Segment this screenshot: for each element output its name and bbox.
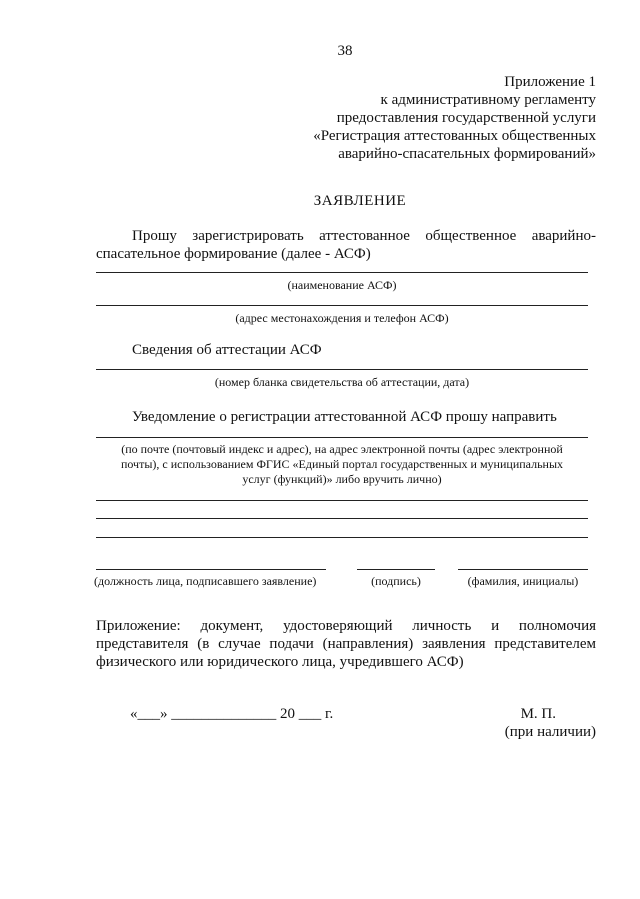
delivery-caption-line-3: услуг (функций)» либо вручить лично) xyxy=(242,472,442,486)
appendix-line-5: аварийно-спасательных формирований» xyxy=(338,146,596,162)
blank-line-3[interactable] xyxy=(96,537,588,538)
asf-address-caption: (адрес местонахождения и телефон АСФ) xyxy=(235,311,449,325)
asf-address-field-line[interactable] xyxy=(96,305,588,306)
asf-name-caption: (наименование АСФ) xyxy=(287,278,397,292)
appendix-line-2: к административному регламенту xyxy=(380,92,596,108)
stamp-label: М. П. xyxy=(520,706,556,722)
certificate-field-line[interactable] xyxy=(96,369,588,370)
signature-caption: (подпись) xyxy=(371,574,421,588)
page-number: 38 xyxy=(337,43,353,59)
appendix-line-3: предоставления государственной услуги xyxy=(336,110,596,126)
position-field-line[interactable] xyxy=(96,569,326,570)
appendix-line-4: «Регистрация аттестованных общественных xyxy=(313,128,596,144)
full-name-caption: (фамилия, инициалы) xyxy=(467,574,579,588)
date-line[interactable]: «___» ______________ 20 ___ г. xyxy=(130,706,334,722)
signature-field-line[interactable] xyxy=(357,569,435,570)
document-title: ЗАЯВЛЕНИЕ xyxy=(313,193,407,209)
blank-line-2[interactable] xyxy=(96,518,588,519)
attachment-line-2: представителя (в случае подачи (направления) заявления представителем xyxy=(96,636,596,652)
attestation-heading: Сведения об аттестации АСФ xyxy=(132,342,322,358)
certificate-caption: (номер бланка свидетельства об аттестации, дата) xyxy=(214,375,470,389)
delivery-field-line[interactable] xyxy=(96,437,588,438)
delivery-caption-line-1: (по почте (почтовый индекс и адрес), на адрес электронной почты (адрес электронной xyxy=(121,442,563,456)
request-line-2: спасательное формирование (далее - АСФ) xyxy=(96,246,371,262)
stamp-note: (при наличии) xyxy=(504,724,596,740)
full-name-field-line[interactable] xyxy=(458,569,588,570)
attachment-line-1: Приложение: документ, удостоверяющий личность и полномочия xyxy=(96,618,596,634)
attachment-line-3: физического или юридического лица, учредившего АСФ) xyxy=(96,654,464,670)
asf-name-field-line[interactable] xyxy=(96,272,588,273)
delivery-caption-line-2: почты), с использованием ФГИС «Единый портал государственных и муниципальных xyxy=(120,457,564,471)
appendix-line-1: Приложение 1 xyxy=(504,74,596,90)
request-line-1: Прошу зарегистрировать аттестованное общественное аварийно- xyxy=(132,228,596,244)
delivery-caption xyxy=(96,442,588,487)
notification-heading: Уведомление о регистрации аттестованной АСФ прошу направить xyxy=(132,409,557,425)
position-caption: (должность лица, подписавшего заявление) xyxy=(94,574,317,588)
appendix-header xyxy=(240,73,596,163)
blank-line-1[interactable] xyxy=(96,500,588,501)
